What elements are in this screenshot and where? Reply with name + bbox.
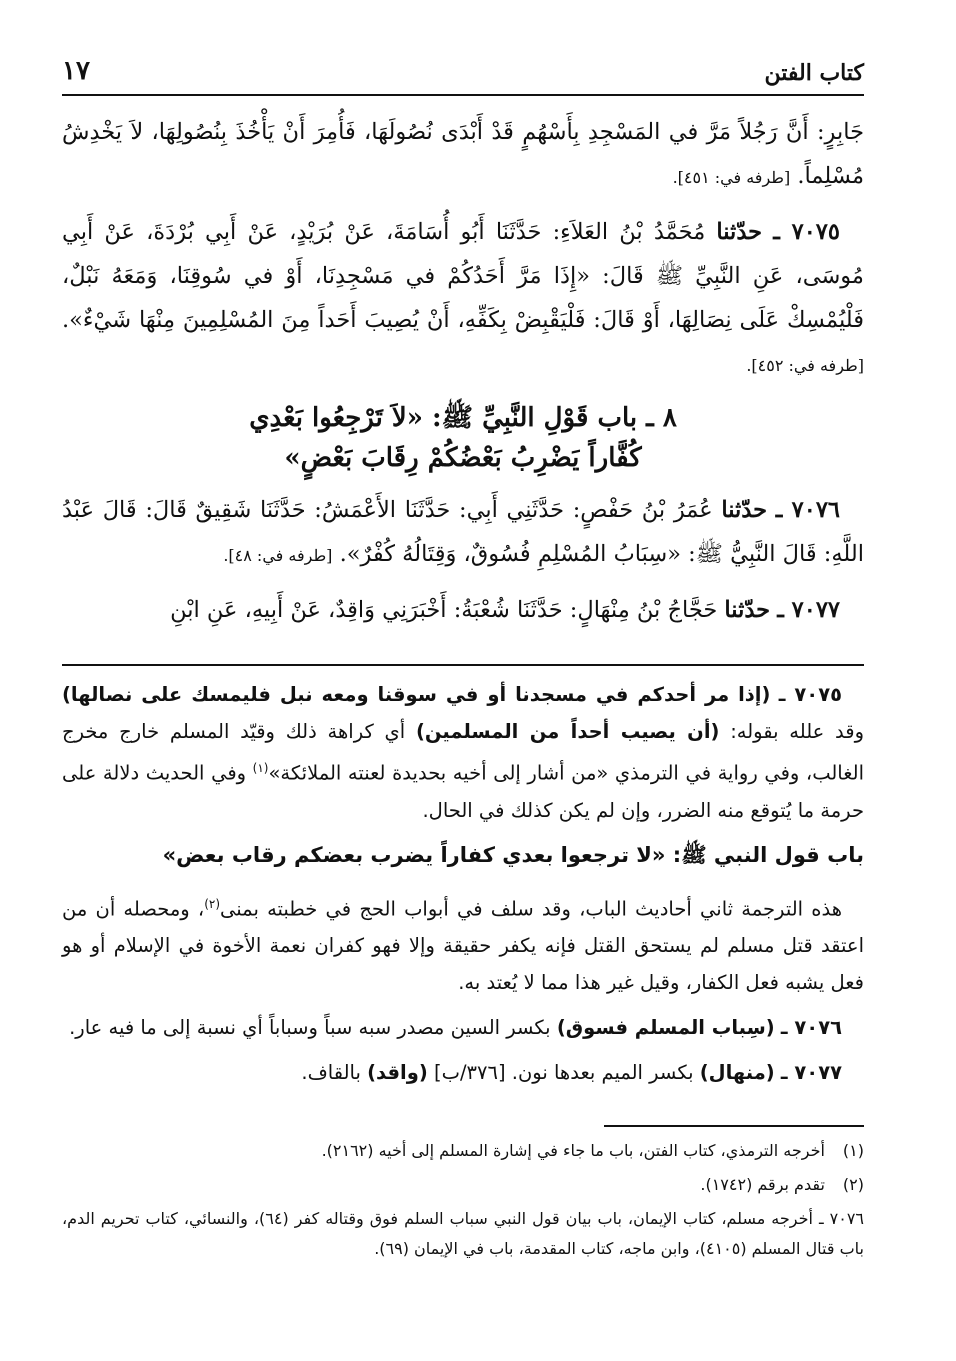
footnote-marker-2[interactable]: (٢): [204, 896, 221, 911]
footnote-3: [62, 1204, 864, 1264]
commentary-7075-number: ٧٠٧٥ ـ: [778, 683, 842, 706]
footnote-3-number: ٧٠٧٦ ـ: [818, 1209, 864, 1228]
hadith-7077-text: حَجَّاجُ بْنُ مِنْهَالٍ: حَدَّثَنَا شُعْبَةُ: أَخْبَرَنِي وَاقِدٌ، عَنْ أَبِيهِ، عَنِ ابْنِ: [170, 597, 718, 623]
footnote-2-number: (٢): [842, 1175, 864, 1194]
hadith-7077-number: ٧٠٧٧ ـ: [777, 597, 840, 623]
footnote-2-text: تقدم برقم (١٧٤٢).: [700, 1175, 825, 1194]
commentary-7077: [62, 1054, 864, 1091]
commentary-chapter-text-2: ، ومحصله أن من اعتقد قتل مسلم لم يستحق القتل فإنه يكفر حقيقة وإلا فهو كفران نعمة الأخوة في الإسلام أو هو فعل يشبه فعل الكفار، وقيل غير هذا مما لا يُعتد به.: [62, 897, 864, 994]
commentary-chapter-text-1: هذه الترجمة ثاني أحاديث الباب، وقد سلف في أبواب الحج في خطبته بمنى: [220, 897, 842, 920]
book-title: كتاب الفتن: [764, 60, 864, 86]
commentary-7075: [62, 676, 864, 829]
commentary-7077-quote: (منهال): [699, 1061, 775, 1084]
commentary: [62, 676, 864, 1099]
page-number: ١٧: [62, 56, 90, 86]
commentary-7077-number: ٧٠٧٧ ـ: [780, 1061, 842, 1084]
commentary-7075-text-2: أي كراهة ذلك وقيّد المسلم خارج مخرج الغالب، وفي رواية في الترمذي «من أشار إلى أخيه بحديدة لعنته الملائكة»: [62, 720, 864, 785]
hadith-text: [62, 110, 864, 642]
text-commentary-divider: [62, 664, 864, 666]
hadith-continuation: [62, 110, 864, 200]
commentary-7076-quote: (سِباب المسلم فسوق): [556, 1016, 775, 1039]
hadith-7075-lead: حدّثنا: [716, 219, 763, 245]
hadith-continuation-ref: [طرفه في: ٤٥١].: [672, 168, 791, 187]
commentary-7075-quote: (إذا مر أحدكم في مسجدنا أو في سوقنا ومعه نبل فليمسك على نصالها): [62, 683, 771, 706]
commentary-7076-number: ٧٠٧٦ ـ: [780, 1016, 842, 1039]
hadith-7076: [62, 488, 864, 578]
commentary-7077-manuscript-ref: [٣٧٦/ب]: [433, 1061, 506, 1084]
footnote-marker-1[interactable]: (١): [252, 761, 269, 775]
commentary-chapter: [62, 886, 864, 1002]
commentary-7077-text-2: بالقاف.: [301, 1061, 361, 1084]
hadith-7076-lead: حدّثنا: [721, 497, 768, 523]
footnote-3-text: أخرجه مسلم، كتاب الإيمان، باب بيان قول النبي سباب السلم فوق وقتاله كفر (٦٤)، والنسائي، كتاب تحريم الدم، باب قتال المسلم (٤١٠٥)، وابن ماجه، كتاب المقدمة، باب في الإيمان (٦٩).: [62, 1209, 864, 1258]
footnote-2: [62, 1170, 864, 1200]
hadith-7075-ref: [طرفه في: ٤٥٢].: [746, 356, 864, 375]
hadith-7075-text: مُحَمَّدُ بْنُ العَلاَءِ: حَدَّثَنَا أَبُو أُسَامَةَ، عَنْ بُرَيْدٍ، عَنْ أَبِي بُرْدَةَ، عَنْ أَبِي مُوسَى، عَنِ النَّبِيِّ ﷺ قَالَ: «إِذَا مَرَّ أَحَدُكُمْ في مَسْجِدِنَا، أَوْ في سُوقِنَا، وَمَعَهُ نَبْلٌ، فَلْيُمْسِكْ عَلَى نِصَالِهَا، أَوْ قَالَ: فَلْيَقْبِضْ بِكَفِّهِ، أَنْ يُصِيبَ أَحَداً مِنَ المُسْلِمِينَ مِنْهَا شَيْءٌ».: [62, 219, 864, 333]
hadith-7075-number: ٧٠٧٥ ـ: [773, 219, 840, 245]
footnotes: [62, 1136, 864, 1268]
footnote-1: [62, 1136, 864, 1166]
hadith-7077: [62, 588, 864, 632]
book-page: [62, 48, 864, 1338]
commentary-7076: [62, 1009, 864, 1046]
chapter-heading-line-1: ٨ ـ باب قَوْلِ النَّبِيِّ ﷺ: «لاَ تَرْجِعُوا بَعْدِي: [249, 403, 677, 433]
commentary-7077-quote-2: (واقد): [367, 1061, 428, 1084]
chapter-heading: [62, 398, 864, 478]
commentary-7075-text-3: وفي الحديث دلالة على حرمة ما يُتوقع منه الضرر، وإن لم يكن كذلك في الحال.: [62, 761, 864, 822]
commentary-7075-text-1: وقد علله بقوله:: [730, 720, 865, 743]
hadith-7075: [62, 210, 864, 388]
hadith-7076-text: عُمَرُ بْنُ حَفْصٍ: حَدَّثَنِي أَبِي: حَدَّثَنَا الأَعْمَشُ: حَدَّثَنَا شَقِيقٌ قَالَ: قَالَ عَبْدُ اللَّهِ: قَالَ النَّبِيُّ ﷺ: «سِبَابُ المُسْلِمِ فُسُوقٌ، وَقِتَالُهُ كُفْرٌ».: [62, 497, 864, 567]
commentary-7077-text-1: بكسر الميم بعدها نون.: [511, 1061, 694, 1084]
footnote-1-text: أخرجه الترمذي، كتاب الفتن، باب ما جاء في إشارة المسلم إلى أخيه (٢١٦٢).: [321, 1141, 825, 1160]
running-header: [62, 48, 864, 96]
hadith-7076-ref: [طرفه في: ٤٨].: [223, 546, 333, 565]
footnote-1-number: (١): [842, 1141, 864, 1160]
footnote-rule: [604, 1125, 864, 1127]
hadith-7077-lead: حدّثنا: [724, 597, 771, 623]
hadith-continuation-text: جَابِرٍ: أَنَّ رَجُلاً مَرَّ في المَسْجِدِ بِأَسْهُمٍ قَدْ أَبْدَى نُصُولَهَا، فَأُمِرَ أَنْ يَأْخُذَ بِنُصُولِهَا، لاَ يَخْدِشُ مُسْلِماً.: [62, 119, 864, 189]
commentary-7076-text: بكسر السين مصدر سبه سباً وسباباً أي نسبة إلى ما فيه عار.: [69, 1016, 551, 1039]
commentary-7075-quote-2: (أن يصيب أحداً من المسلمين): [415, 720, 720, 743]
chapter-heading-line-2: كُفَّاراً يَضْرِبُ بَعْضُكُمْ رِقَابَ بَعْضٍ»: [284, 443, 642, 473]
commentary-chapter-heading: باب قول النبي ﷺ: «لا ترجعوا بعدي كفاراً يضرب بعضكم رقاب بعض»: [162, 842, 864, 867]
hadith-7076-number: ٧٠٧٦ ـ: [775, 497, 840, 523]
